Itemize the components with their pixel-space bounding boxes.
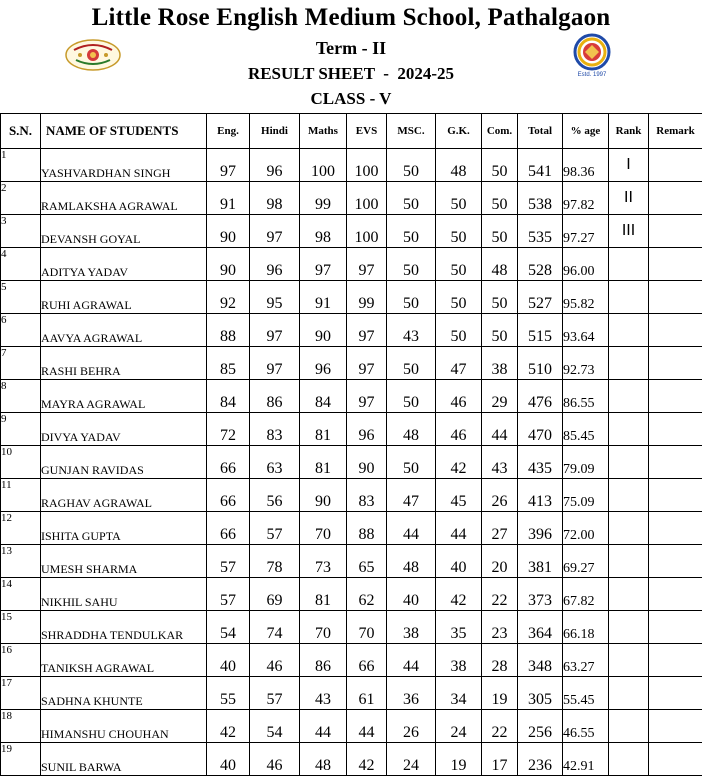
percentage: 96.00 (563, 248, 609, 281)
student-name: AAVYA AGRAWAL (41, 314, 207, 347)
total-marks: 236 (518, 743, 563, 776)
remark-cell (649, 248, 702, 281)
sn-cell: 16 (1, 644, 41, 677)
msc-marks: 50 (387, 149, 436, 182)
maths-marks: 98 (300, 215, 347, 248)
evs-marks: 66 (347, 644, 387, 677)
rank-cell (609, 743, 649, 776)
com-marks: 19 (482, 677, 518, 710)
evs-marks: 96 (347, 413, 387, 446)
table-row (1, 281, 702, 314)
eng-marks: 85 (207, 347, 250, 380)
hindi-marks: 63 (250, 446, 300, 479)
hindi-marks: 46 (250, 743, 300, 776)
remark-cell (649, 413, 702, 446)
maths-marks: 100 (300, 149, 347, 182)
gk-marks: 46 (436, 413, 482, 446)
student-name: ISHITA GUPTA (41, 512, 207, 545)
evs-marks: 83 (347, 479, 387, 512)
evs-marks: 88 (347, 512, 387, 545)
eng-marks: 88 (207, 314, 250, 347)
evs-marks: 70 (347, 611, 387, 644)
percentage: 75.09 (563, 479, 609, 512)
student-name: ADITYA YADAV (41, 248, 207, 281)
maths-marks: 99 (300, 182, 347, 215)
total-marks: 538 (518, 182, 563, 215)
table-row (1, 512, 702, 545)
table-row (1, 743, 702, 776)
sn-cell: 1 (1, 149, 41, 182)
maths-marks: 97 (300, 248, 347, 281)
eng-marks: 57 (207, 578, 250, 611)
eng-marks: 40 (207, 743, 250, 776)
gk-marks: 47 (436, 347, 482, 380)
eng-marks: 72 (207, 413, 250, 446)
gk-marks: 38 (436, 644, 482, 677)
eng-marks: 90 (207, 248, 250, 281)
total-marks: 396 (518, 512, 563, 545)
table-row (1, 578, 702, 611)
result-table-body (1, 149, 702, 776)
rank-cell (609, 248, 649, 281)
evs-marks: 97 (347, 380, 387, 413)
total-marks: 381 (518, 545, 563, 578)
eng-marks: 92 (207, 281, 250, 314)
evs-marks: 97 (347, 347, 387, 380)
total-marks: 476 (518, 380, 563, 413)
gk-marks: 50 (436, 314, 482, 347)
remark-cell (649, 479, 702, 512)
eng-marks: 55 (207, 677, 250, 710)
table-header-row (1, 114, 702, 149)
msc-marks: 50 (387, 281, 436, 314)
msc-marks: 47 (387, 479, 436, 512)
hindi-marks: 97 (250, 314, 300, 347)
gk-marks: 48 (436, 149, 482, 182)
total-marks: 256 (518, 710, 563, 743)
percentage: 92.73 (563, 347, 609, 380)
com-marks: 38 (482, 347, 518, 380)
eng-marks: 66 (207, 446, 250, 479)
col-header-com: Com. (482, 114, 518, 149)
msc-marks: 50 (387, 248, 436, 281)
maths-marks: 43 (300, 677, 347, 710)
rank-cell (609, 545, 649, 578)
col-header-rank: Rank (609, 114, 649, 149)
msc-marks: 48 (387, 413, 436, 446)
total-marks: 515 (518, 314, 563, 347)
evs-marks: 99 (347, 281, 387, 314)
evs-marks: 90 (347, 446, 387, 479)
com-marks: 22 (482, 710, 518, 743)
evs-marks: 62 (347, 578, 387, 611)
remark-cell (649, 446, 702, 479)
rank-cell (609, 380, 649, 413)
msc-marks: 26 (387, 710, 436, 743)
eng-marks: 66 (207, 512, 250, 545)
eng-marks: 84 (207, 380, 250, 413)
msc-marks: 50 (387, 215, 436, 248)
remark-cell (649, 677, 702, 710)
remark-cell (649, 644, 702, 677)
col-header-total: Total (518, 114, 563, 149)
com-marks: 27 (482, 512, 518, 545)
rank-cell: II (609, 182, 649, 215)
table-row (1, 446, 702, 479)
table-row (1, 611, 702, 644)
eng-marks: 42 (207, 710, 250, 743)
percentage: 55.45 (563, 677, 609, 710)
eng-marks: 91 (207, 182, 250, 215)
rank-cell (609, 644, 649, 677)
maths-marks: 91 (300, 281, 347, 314)
maths-marks: 84 (300, 380, 347, 413)
hindi-marks: 86 (250, 380, 300, 413)
rank-cell (609, 314, 649, 347)
maths-marks: 70 (300, 611, 347, 644)
student-name: NIKHIL SAHU (41, 578, 207, 611)
eng-marks: 90 (207, 215, 250, 248)
gk-marks: 42 (436, 446, 482, 479)
rank-cell (609, 281, 649, 314)
hindi-marks: 98 (250, 182, 300, 215)
col-header-maths: Maths (300, 114, 347, 149)
msc-marks: 44 (387, 512, 436, 545)
total-marks: 348 (518, 644, 563, 677)
percentage: 93.64 (563, 314, 609, 347)
maths-marks: 90 (300, 479, 347, 512)
msc-marks: 50 (387, 347, 436, 380)
table-row (1, 479, 702, 512)
evs-marks: 100 (347, 149, 387, 182)
remark-cell (649, 314, 702, 347)
school-name: Little Rose English Medium School, Pathalgaon (91, 4, 611, 31)
hindi-marks: 46 (250, 644, 300, 677)
col-header-msc: MSC. (387, 114, 436, 149)
student-name: RUHI AGRAWAL (41, 281, 207, 314)
rank-cell: I (609, 149, 649, 182)
evs-marks: 61 (347, 677, 387, 710)
gk-marks: 50 (436, 281, 482, 314)
student-name: SHRADDHA TENDULKAR (41, 611, 207, 644)
table-row (1, 644, 702, 677)
table-row (1, 182, 702, 215)
gk-marks: 46 (436, 380, 482, 413)
percentage: 86.55 (563, 380, 609, 413)
hindi-marks: 78 (250, 545, 300, 578)
gk-marks: 42 (436, 578, 482, 611)
evs-marks: 97 (347, 314, 387, 347)
sn-cell: 13 (1, 545, 41, 578)
com-marks: 23 (482, 611, 518, 644)
remark-cell (649, 215, 702, 248)
msc-marks: 24 (387, 743, 436, 776)
table-row (1, 149, 702, 182)
evs-marks: 42 (347, 743, 387, 776)
msc-marks: 50 (387, 182, 436, 215)
com-marks: 50 (482, 149, 518, 182)
gk-marks: 45 (436, 479, 482, 512)
table-row (1, 677, 702, 710)
rank-cell (609, 611, 649, 644)
svg-text:Estd. 1997: Estd. 1997 (577, 72, 607, 78)
rank-cell (609, 578, 649, 611)
com-marks: 17 (482, 743, 518, 776)
col-header-evs: EVS (347, 114, 387, 149)
student-name: RASHI BEHRA (41, 347, 207, 380)
gk-marks: 35 (436, 611, 482, 644)
eng-marks: 97 (207, 149, 250, 182)
student-name: RAGHAV AGRAWAL (41, 479, 207, 512)
hindi-marks: 97 (250, 347, 300, 380)
total-marks: 364 (518, 611, 563, 644)
student-name: SADHNA KHUNTE (41, 677, 207, 710)
hindi-marks: 69 (250, 578, 300, 611)
com-marks: 28 (482, 644, 518, 677)
rank-cell (609, 413, 649, 446)
com-marks: 50 (482, 314, 518, 347)
gk-marks: 24 (436, 710, 482, 743)
evs-marks: 100 (347, 215, 387, 248)
table-row (1, 215, 702, 248)
student-name: SUNIL BARWA (41, 743, 207, 776)
percentage: 98.36 (563, 149, 609, 182)
remark-cell (649, 578, 702, 611)
sn-cell: 4 (1, 248, 41, 281)
table-row (1, 380, 702, 413)
com-marks: 43 (482, 446, 518, 479)
sn-cell: 5 (1, 281, 41, 314)
com-marks: 22 (482, 578, 518, 611)
percentage: 97.82 (563, 182, 609, 215)
maths-marks: 90 (300, 314, 347, 347)
remark-cell (649, 743, 702, 776)
sn-cell: 15 (1, 611, 41, 644)
gk-marks: 40 (436, 545, 482, 578)
student-name: GUNJAN RAVIDAS (41, 446, 207, 479)
evs-marks: 97 (347, 248, 387, 281)
class-label: CLASS - V (310, 89, 392, 108)
student-name: HIMANSHU CHOUHAN (41, 710, 207, 743)
rank-cell (609, 479, 649, 512)
msc-marks: 40 (387, 578, 436, 611)
gk-marks: 19 (436, 743, 482, 776)
hindi-marks: 54 (250, 710, 300, 743)
rank-cell (609, 512, 649, 545)
percentage: 46.55 (563, 710, 609, 743)
eng-marks: 54 (207, 611, 250, 644)
hindi-marks: 83 (250, 413, 300, 446)
maths-marks: 48 (300, 743, 347, 776)
sn-cell: 11 (1, 479, 41, 512)
msc-marks: 50 (387, 380, 436, 413)
table-row (1, 710, 702, 743)
col-header-percentage: % age (563, 114, 609, 149)
col-header-name: NAME OF STUDENTS (41, 114, 207, 149)
evs-marks: 44 (347, 710, 387, 743)
hindi-marks: 56 (250, 479, 300, 512)
student-name: MAYRA AGRAWAL (41, 380, 207, 413)
sn-cell: 12 (1, 512, 41, 545)
maths-marks: 81 (300, 578, 347, 611)
sn-cell: 17 (1, 677, 41, 710)
percentage: 67.82 (563, 578, 609, 611)
rank-cell (609, 677, 649, 710)
table-row (1, 545, 702, 578)
msc-marks: 50 (387, 446, 436, 479)
student-name: RAMLAKSHA AGRAWAL (41, 182, 207, 215)
percentage: 72.00 (563, 512, 609, 545)
total-marks: 413 (518, 479, 563, 512)
page-header (0, 0, 702, 110)
sn-cell: 10 (1, 446, 41, 479)
remark-cell (649, 710, 702, 743)
hindi-marks: 57 (250, 677, 300, 710)
gk-marks: 44 (436, 512, 482, 545)
msc-marks: 38 (387, 611, 436, 644)
maths-marks: 86 (300, 644, 347, 677)
rank-cell: III (609, 215, 649, 248)
percentage: 63.27 (563, 644, 609, 677)
hindi-marks: 96 (250, 149, 300, 182)
term-label: Term - II (315, 38, 387, 58)
total-marks: 305 (518, 677, 563, 710)
msc-marks: 43 (387, 314, 436, 347)
percentage: 97.27 (563, 215, 609, 248)
table-row (1, 413, 702, 446)
total-marks: 373 (518, 578, 563, 611)
percentage: 42.91 (563, 743, 609, 776)
remark-cell (649, 512, 702, 545)
com-marks: 50 (482, 215, 518, 248)
table-row (1, 248, 702, 281)
student-name: DIVYA YADAV (41, 413, 207, 446)
percentage: 69.27 (563, 545, 609, 578)
total-marks: 541 (518, 149, 563, 182)
rank-cell (609, 710, 649, 743)
percentage: 95.82 (563, 281, 609, 314)
sn-cell: 14 (1, 578, 41, 611)
total-marks: 510 (518, 347, 563, 380)
sn-cell: 9 (1, 413, 41, 446)
total-marks: 527 (518, 281, 563, 314)
remark-cell (649, 281, 702, 314)
eng-marks: 57 (207, 545, 250, 578)
com-marks: 44 (482, 413, 518, 446)
com-marks: 26 (482, 479, 518, 512)
com-marks: 48 (482, 248, 518, 281)
student-name: UMESH SHARMA (41, 545, 207, 578)
student-name: YASHVARDHAN SINGH (41, 149, 207, 182)
maths-marks: 81 (300, 446, 347, 479)
gk-marks: 50 (436, 182, 482, 215)
maths-marks: 81 (300, 413, 347, 446)
table-row (1, 347, 702, 380)
result-sheet-title: RESULT SHEET - 2024-25 (247, 64, 455, 83)
remark-cell (649, 347, 702, 380)
hindi-marks: 96 (250, 248, 300, 281)
hindi-marks: 97 (250, 215, 300, 248)
eng-marks: 66 (207, 479, 250, 512)
com-marks: 50 (482, 182, 518, 215)
gk-marks: 34 (436, 677, 482, 710)
sn-cell: 7 (1, 347, 41, 380)
sn-cell: 2 (1, 182, 41, 215)
sn-cell: 6 (1, 314, 41, 347)
col-header-remark: Remark (649, 114, 702, 149)
total-marks: 470 (518, 413, 563, 446)
percentage: 79.09 (563, 446, 609, 479)
sn-cell: 19 (1, 743, 41, 776)
msc-marks: 48 (387, 545, 436, 578)
maths-marks: 44 (300, 710, 347, 743)
msc-marks: 36 (387, 677, 436, 710)
total-marks: 535 (518, 215, 563, 248)
total-marks: 435 (518, 446, 563, 479)
com-marks: 20 (482, 545, 518, 578)
rank-cell (609, 347, 649, 380)
remark-cell (649, 182, 702, 215)
rank-cell (609, 446, 649, 479)
col-header-eng: Eng. (207, 114, 250, 149)
remark-cell (649, 380, 702, 413)
evs-marks: 65 (347, 545, 387, 578)
student-name: TANIKSH AGRAWAL (41, 644, 207, 677)
percentage: 66.18 (563, 611, 609, 644)
msc-marks: 44 (387, 644, 436, 677)
sn-cell: 8 (1, 380, 41, 413)
hindi-marks: 74 (250, 611, 300, 644)
student-name: DEVANSH GOYAL (41, 215, 207, 248)
percentage: 85.45 (563, 413, 609, 446)
remark-cell (649, 611, 702, 644)
hindi-marks: 57 (250, 512, 300, 545)
sn-cell: 18 (1, 710, 41, 743)
maths-marks: 70 (300, 512, 347, 545)
gk-marks: 50 (436, 248, 482, 281)
evs-marks: 100 (347, 182, 387, 215)
gk-marks: 50 (436, 215, 482, 248)
com-marks: 29 (482, 380, 518, 413)
col-header-hindi: Hindi (250, 114, 300, 149)
col-header-gk: G.K. (436, 114, 482, 149)
eng-marks: 40 (207, 644, 250, 677)
maths-marks: 73 (300, 545, 347, 578)
result-table (0, 113, 702, 776)
remark-cell (649, 149, 702, 182)
col-header-sn: S.N. (1, 114, 41, 149)
table-row (1, 314, 702, 347)
com-marks: 50 (482, 281, 518, 314)
remark-cell (649, 545, 702, 578)
hindi-marks: 95 (250, 281, 300, 314)
total-marks: 528 (518, 248, 563, 281)
sn-cell: 3 (1, 215, 41, 248)
maths-marks: 96 (300, 347, 347, 380)
